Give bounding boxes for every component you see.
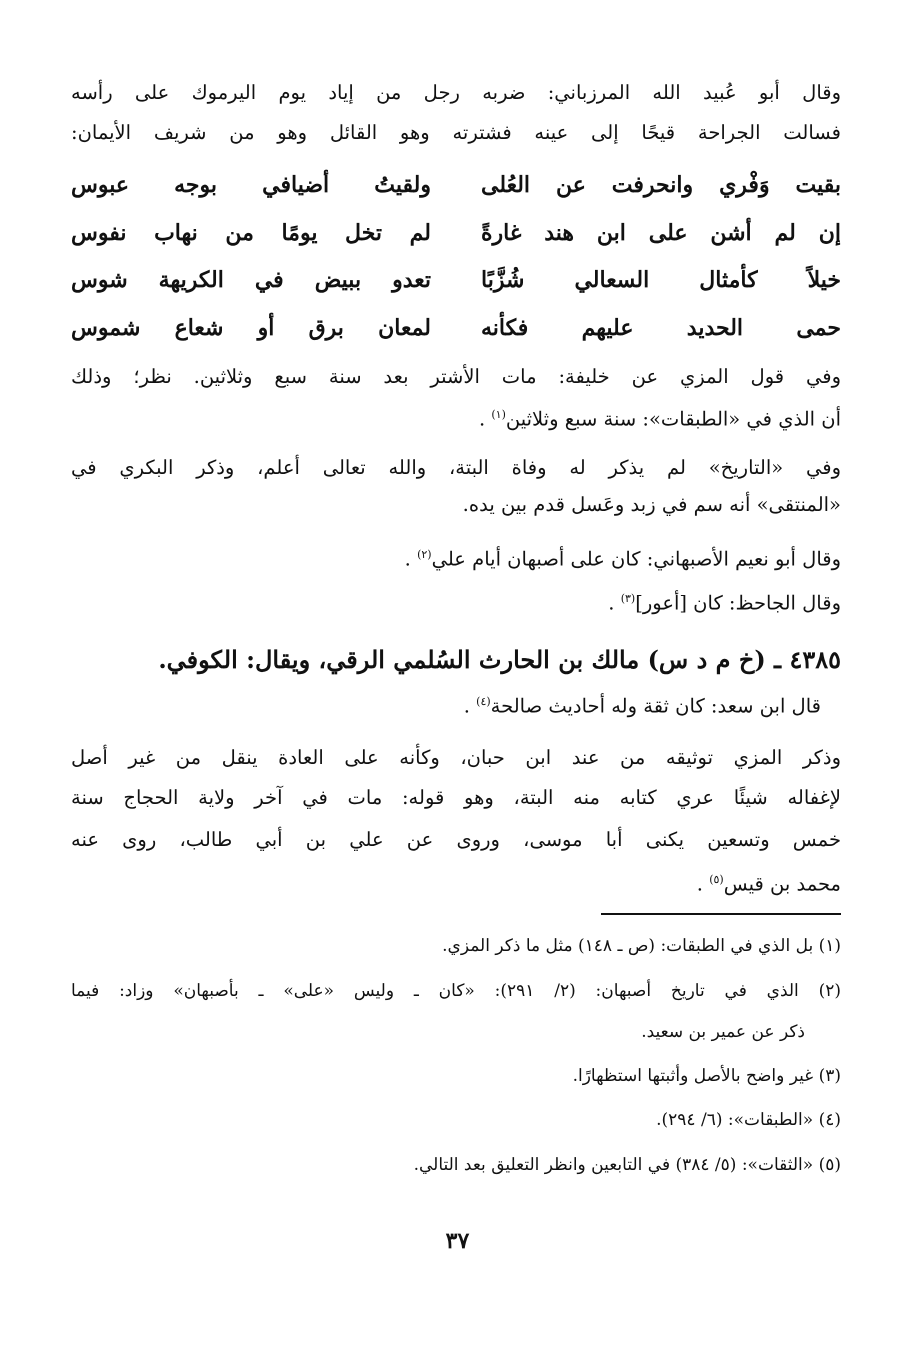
verse-first-hemistich: حمى الحديد عليهم فكأنه	[481, 315, 841, 341]
page-number: ٣٧	[445, 1228, 470, 1254]
paragraph-line	[71, 687, 821, 722]
paragraph-line: خمس وتسعين يكنى أبا موسى، وروى عن علي بن أبي طالب، روى عنه	[71, 828, 841, 851]
footnote-ref: (٤)	[476, 695, 491, 708]
paragraph-line: وذكر المزي توثيقه من عند ابن حبان، وكأنه على العادة ينقل من غير أصل	[71, 746, 841, 769]
verse-second-hemistich: لمعان برق أو شعاع شموس	[71, 315, 431, 341]
footnote: (٣) غير واضح بالأصل وأثبتها استظهارًا.	[572, 1066, 841, 1086]
paragraph-line: «المنتقى» أنه سم في زبد وعَسل قدم بين يده.	[462, 493, 841, 516]
footnote-ref: (٢)	[417, 548, 432, 561]
sentence-end: .	[696, 872, 703, 896]
paragraph-line: وفي قول المزي عن خليفة: مات الأشتر بعد سنة سبع وثلاثين. نظر؛ وذلك	[71, 365, 841, 388]
sentence-end: .	[608, 591, 615, 615]
footnote: (٤) «الطبقات»: (٦/ ٢٩٤).	[656, 1110, 841, 1130]
verse-first-hemistich: خيلاً كأمثال السعالي شُزَّبًا	[481, 267, 841, 293]
paragraph-text: وقال أبو نعيم الأصبهاني: كان على أصبهان أيام علي	[431, 547, 841, 571]
verse-first-hemistich: بقيت وَفْري وانحرفت عن العُلى	[481, 172, 841, 198]
verse-second-hemistich: ولقيتُ أضيافي بوجه عبوس	[71, 172, 431, 198]
sentence-end: .	[478, 407, 486, 431]
paragraph-line	[71, 865, 841, 900]
paragraph-text: قال ابن سعد: كان ثقة وله أحاديث صالحة	[490, 694, 821, 718]
footnote: (٥) «الثقات»: (٥/ ٣٨٤) في التابعين وانظر التعليق بعد التالي.	[413, 1155, 841, 1175]
sentence-end: .	[463, 694, 470, 718]
paragraph-line: لإغفاله شيئًا عري كتابه منه البتة، وهو قوله: مات في آخر ولاية الحجاج سنة	[71, 786, 841, 809]
footnote-ref: (٥)	[709, 873, 724, 886]
paragraph-line: فسالت الجراحة قيحًا إلى عينه فشترته وهو القائل وهو من شريف الأيمان:	[71, 121, 841, 144]
footnote: (٢) الذي في تاريخ أصبهان: (٢/ ٢٩١): «كان ـ وليس «على» ـ بأصبهان» وزاد: فيما	[71, 981, 841, 1001]
footnote-separator	[601, 913, 841, 915]
paragraph-line	[71, 540, 841, 575]
paragraph-line	[71, 584, 841, 619]
paragraph-line	[71, 400, 841, 435]
sentence-end: .	[404, 547, 411, 571]
paragraph-text: أن الذي في «الطبقات»: سنة سبع وثلاثين	[505, 407, 841, 431]
paragraph-text: وقال الجاحظ: كان [أعور]	[635, 591, 841, 615]
verse-second-hemistich: لم تخل يومًا من نهاب نفوس	[71, 220, 431, 246]
footnote-ref: (٣)	[620, 592, 636, 605]
footnote: (١) بل الذي في الطبقات: (ص ـ ١٤٨) مثل ما ذكر المزي.	[442, 936, 841, 956]
paragraph-line: وقال أبو عُبيد الله المرزباني: ضربه رجل من إياد يوم اليرموك على رأسه	[71, 81, 841, 104]
footnote-ref: (١)	[491, 408, 506, 421]
paragraph-text: محمد بن قيس	[723, 872, 841, 896]
entry-heading: ٤٣٨٥ ـ (خ م د س) مالك بن الحارث السُلمي الرقي، ويقال: الكوفي.	[158, 645, 841, 674]
footnote-continuation: ذكر عن عمير بن سعيد.	[641, 1022, 805, 1042]
verse-first-hemistich: إن لم أشن على ابن هند غارةً	[481, 220, 841, 246]
paragraph-line: وفي «التاريخ» لم يذكر له وفاة البتة، والله تعالى أعلم، وذكر البكري في	[71, 456, 841, 479]
verse-second-hemistich: تعدو ببيض في الكريهة شوس	[71, 267, 431, 293]
